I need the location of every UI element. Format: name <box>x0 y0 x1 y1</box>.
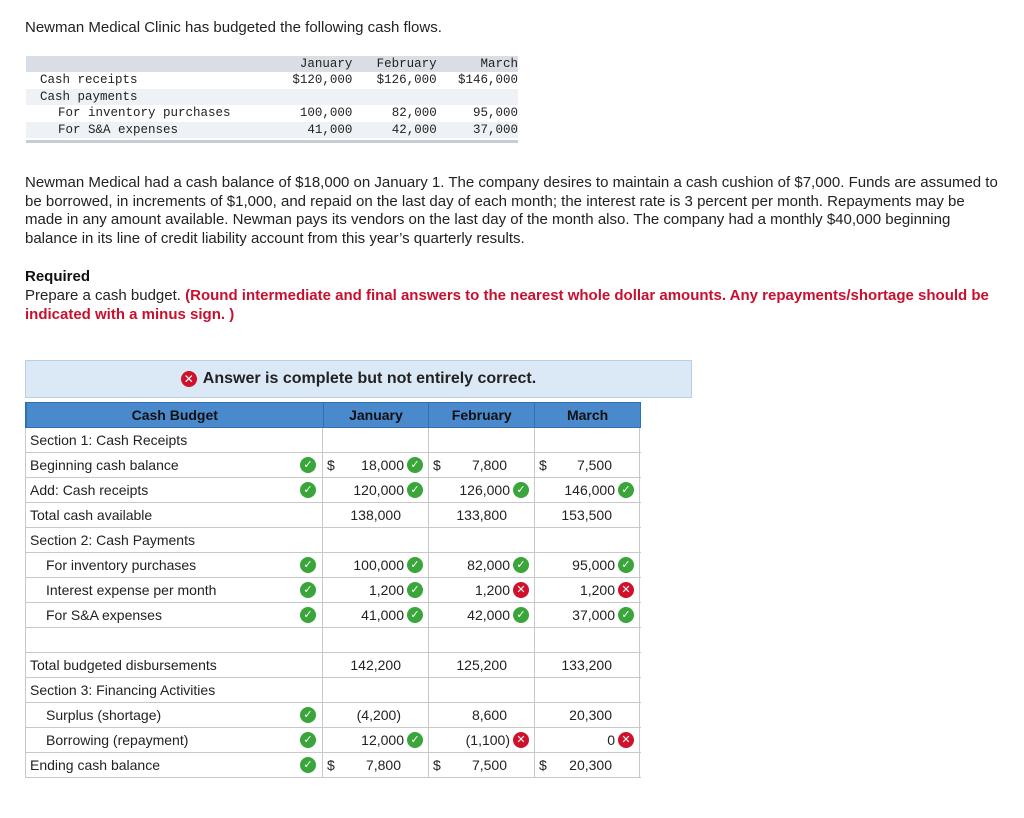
cell-value: 42,000 <box>467 607 510 623</box>
cell-value: 126,000 <box>459 482 510 498</box>
cell-value: 1,200 <box>579 582 615 598</box>
table-row <box>25 428 641 453</box>
given-divider <box>26 140 518 143</box>
dollar-sign: $ <box>539 757 547 773</box>
given-row-value: $146,000 <box>457 73 518 87</box>
row-status-cell <box>295 453 322 477</box>
dollar-sign: $ <box>327 457 335 473</box>
row-status-cell <box>295 528 322 552</box>
x-icon: ✕ <box>618 732 634 748</box>
value-cell <box>534 653 640 677</box>
problem-paragraph: Newman Medical had a cash balance of $18,000 on January 1. The company desires to maintain a cash cushion of $7,000. Funds are assumed to be borrowed, in increments of $1,000, and repaid on the last day of each month; the interest rate is 3 percent per month. Repayments may be made in any amount available. Newman pays its vendors on the last day of the month also. The company had a monthly $40,000 beginning balance in its line of credit liability account from this year’s quarterly results. <box>25 174 998 247</box>
check-icon: ✓ <box>300 757 316 773</box>
table-row <box>25 628 641 653</box>
value-cell[interactable] <box>534 603 640 627</box>
rounding-instruction: (Round intermediate and final answers to the nearest whole dollar amounts. Any repayments/shortage should be indicated with a minus sign. ) <box>25 287 989 323</box>
check-icon: ✓ <box>407 607 423 623</box>
x-icon: ✕ <box>618 582 634 598</box>
x-icon: ✕ <box>513 582 529 598</box>
value-cell <box>534 753 640 777</box>
table-row <box>25 478 641 503</box>
given-row-value: 95,000 <box>472 106 518 120</box>
value-cell <box>428 453 534 477</box>
value-cell[interactable] <box>322 728 428 752</box>
value-cell[interactable] <box>322 478 428 502</box>
check-icon: ✓ <box>513 607 529 623</box>
value-cell[interactable] <box>428 478 534 502</box>
check-icon: ✓ <box>300 707 316 723</box>
cell-value: 18,000 <box>361 457 404 473</box>
value-cell <box>534 428 640 452</box>
value-cell[interactable] <box>428 578 534 602</box>
table-row <box>25 503 641 528</box>
value-cell <box>322 653 428 677</box>
table-row <box>25 528 641 553</box>
given-row-value: 82,000 <box>391 106 437 120</box>
given-row <box>26 122 518 139</box>
value-cell[interactable] <box>534 553 640 577</box>
cell-value: 20,300 <box>569 757 612 773</box>
value-cell[interactable] <box>428 603 534 627</box>
row-label: For inventory purchases <box>25 553 295 577</box>
given-row-value: 41,000 <box>307 122 353 137</box>
cell-value: 7,800 <box>471 457 507 473</box>
row-label: Ending cash balance <box>25 753 295 777</box>
header-cash-budget: Cash Budget <box>26 403 323 427</box>
check-icon: ✓ <box>300 557 316 573</box>
check-icon: ✓ <box>407 557 423 573</box>
cell-value: 7,500 <box>576 457 612 473</box>
row-label <box>25 628 295 652</box>
cell-value: 95,000 <box>572 557 615 573</box>
check-icon: ✓ <box>300 732 316 748</box>
check-icon: ✓ <box>618 482 634 498</box>
check-icon: ✓ <box>300 582 316 598</box>
cell-value: 120,000 <box>353 482 404 498</box>
given-row-value <box>437 89 518 106</box>
value-cell <box>428 653 534 677</box>
x-circle-icon: ✕ <box>181 371 197 387</box>
prepare-instructions <box>25 287 1000 324</box>
row-label: Interest expense per month <box>25 578 295 602</box>
cell-value: 100,000 <box>353 557 404 573</box>
value-cell <box>534 703 640 727</box>
value-cell <box>322 753 428 777</box>
check-icon: ✓ <box>407 482 423 498</box>
given-row-value: $120,000 <box>292 73 353 87</box>
cell-value: 146,000 <box>564 482 615 498</box>
row-status-cell <box>295 603 322 627</box>
value-cell <box>534 453 640 477</box>
value-cell <box>322 703 428 727</box>
cell-value: 37,000 <box>572 607 615 623</box>
given-row-value <box>273 89 352 106</box>
value-cell <box>534 628 640 652</box>
cell-value: 125,200 <box>456 657 507 673</box>
cell-value: 82,000 <box>467 557 510 573</box>
check-icon: ✓ <box>407 457 423 473</box>
required-heading: Required <box>25 268 91 285</box>
cell-value: 133,200 <box>561 657 612 673</box>
x-icon: ✕ <box>513 732 529 748</box>
given-row-label: For S&A expenses <box>58 122 179 137</box>
cell-value: (1,100) <box>465 732 510 748</box>
given-header: February <box>376 57 437 71</box>
check-icon: ✓ <box>513 482 529 498</box>
value-cell <box>428 503 534 527</box>
cell-value: 142,200 <box>350 657 401 673</box>
value-cell <box>322 678 428 702</box>
dollar-sign: $ <box>433 757 441 773</box>
row-label: Section 1: Cash Receipts <box>25 428 295 452</box>
table-header-row <box>25 402 641 428</box>
cell-value: 12,000 <box>361 732 404 748</box>
row-status-cell <box>295 553 322 577</box>
value-cell <box>322 428 428 452</box>
row-status-cell <box>295 503 322 527</box>
value-cell[interactable] <box>428 553 534 577</box>
value-cell <box>428 703 534 727</box>
row-status-cell <box>295 753 322 777</box>
given-row-value <box>352 89 436 106</box>
row-status-cell <box>295 578 322 602</box>
check-icon: ✓ <box>300 482 316 498</box>
row-label: Borrowing (repayment) <box>25 728 295 752</box>
check-icon: ✓ <box>407 732 423 748</box>
check-icon: ✓ <box>618 557 634 573</box>
header-january: January <box>323 403 429 427</box>
given-header: January <box>299 57 353 71</box>
value-cell <box>534 503 640 527</box>
given-row <box>26 89 518 106</box>
value-cell <box>534 528 640 552</box>
answer-status-banner <box>25 360 692 398</box>
cash-budget-table <box>25 402 641 778</box>
cell-value: 0 <box>607 732 615 748</box>
row-label: Beginning cash balance <box>25 453 295 477</box>
dollar-sign: $ <box>433 457 441 473</box>
given-header-row <box>26 56 518 72</box>
row-label: Add: Cash receipts <box>25 478 295 502</box>
value-cell <box>428 428 534 452</box>
cell-value: (4,200) <box>356 707 401 723</box>
dollar-sign: $ <box>327 757 335 773</box>
value-cell <box>322 628 428 652</box>
cell-value: 41,000 <box>361 607 404 623</box>
given-row-value: $126,000 <box>376 73 437 87</box>
value-cell[interactable] <box>322 578 428 602</box>
value-cell[interactable] <box>534 728 640 752</box>
row-status-cell <box>295 628 322 652</box>
given-row <box>26 72 518 89</box>
row-label: Total cash available <box>25 503 295 527</box>
cell-value: 1,200 <box>474 582 510 598</box>
banner-text: Answer is complete but not entirely correct. <box>202 370 537 387</box>
value-cell <box>428 753 534 777</box>
row-status-cell <box>295 703 322 727</box>
row-label: Surplus (shortage) <box>25 703 295 727</box>
cell-value: 1,200 <box>368 582 404 598</box>
check-icon: ✓ <box>300 607 316 623</box>
cell-value: 7,800 <box>365 757 401 773</box>
value-cell[interactable] <box>322 453 428 477</box>
table-row <box>25 728 641 753</box>
check-icon: ✓ <box>407 582 423 598</box>
table-row <box>25 703 641 728</box>
table-row <box>25 753 641 778</box>
value-cell[interactable] <box>322 553 428 577</box>
row-status-cell <box>295 653 322 677</box>
row-status-cell <box>295 678 322 702</box>
row-label: Section 2: Cash Payments <box>25 528 295 552</box>
given-row-value: 37,000 <box>472 122 518 137</box>
value-cell <box>322 503 428 527</box>
value-cell <box>534 678 640 702</box>
given-row-label: Cash receipts <box>40 73 138 87</box>
table-row <box>25 553 641 578</box>
given-row-label: For inventory purchases <box>58 106 231 120</box>
row-status-cell <box>295 478 322 502</box>
row-label: Section 3: Financing Activities <box>25 678 295 702</box>
table-row <box>25 678 641 703</box>
cell-value: 133,800 <box>456 507 507 523</box>
row-label: For S&A expenses <box>25 603 295 627</box>
table-row <box>25 453 641 478</box>
row-status-cell <box>295 428 322 452</box>
given-row <box>26 105 518 122</box>
check-icon: ✓ <box>300 457 316 473</box>
cell-value: 153,500 <box>561 507 612 523</box>
prepare-text: Prepare a cash budget. <box>25 287 181 304</box>
given-row-value: 100,000 <box>299 106 353 120</box>
value-cell <box>428 528 534 552</box>
table-row <box>25 603 641 628</box>
header-march: March <box>534 403 640 427</box>
value-cell <box>428 628 534 652</box>
row-label: Total budgeted disbursements <box>25 653 295 677</box>
value-cell[interactable] <box>534 478 640 502</box>
header-february: February <box>428 403 534 427</box>
value-cell[interactable] <box>322 603 428 627</box>
given-data-table <box>26 56 518 143</box>
table-row <box>25 578 641 603</box>
row-status-cell <box>295 728 322 752</box>
value-cell[interactable] <box>534 578 640 602</box>
check-icon: ✓ <box>513 557 529 573</box>
cell-value: 8,600 <box>471 707 507 723</box>
given-row-label: Cash payments <box>40 89 138 104</box>
check-icon: ✓ <box>618 607 634 623</box>
value-cell[interactable] <box>428 728 534 752</box>
value-cell <box>322 528 428 552</box>
given-row-value: 42,000 <box>391 122 437 137</box>
cell-value: 20,300 <box>569 707 612 723</box>
dollar-sign: $ <box>539 457 547 473</box>
given-header: March <box>480 57 518 71</box>
cell-value: 138,000 <box>350 507 401 523</box>
value-cell <box>428 678 534 702</box>
cell-value: 7,500 <box>471 757 507 773</box>
table-row <box>25 653 641 678</box>
intro-text: Newman Medical Clinic has budgeted the following cash flows. <box>25 19 442 36</box>
